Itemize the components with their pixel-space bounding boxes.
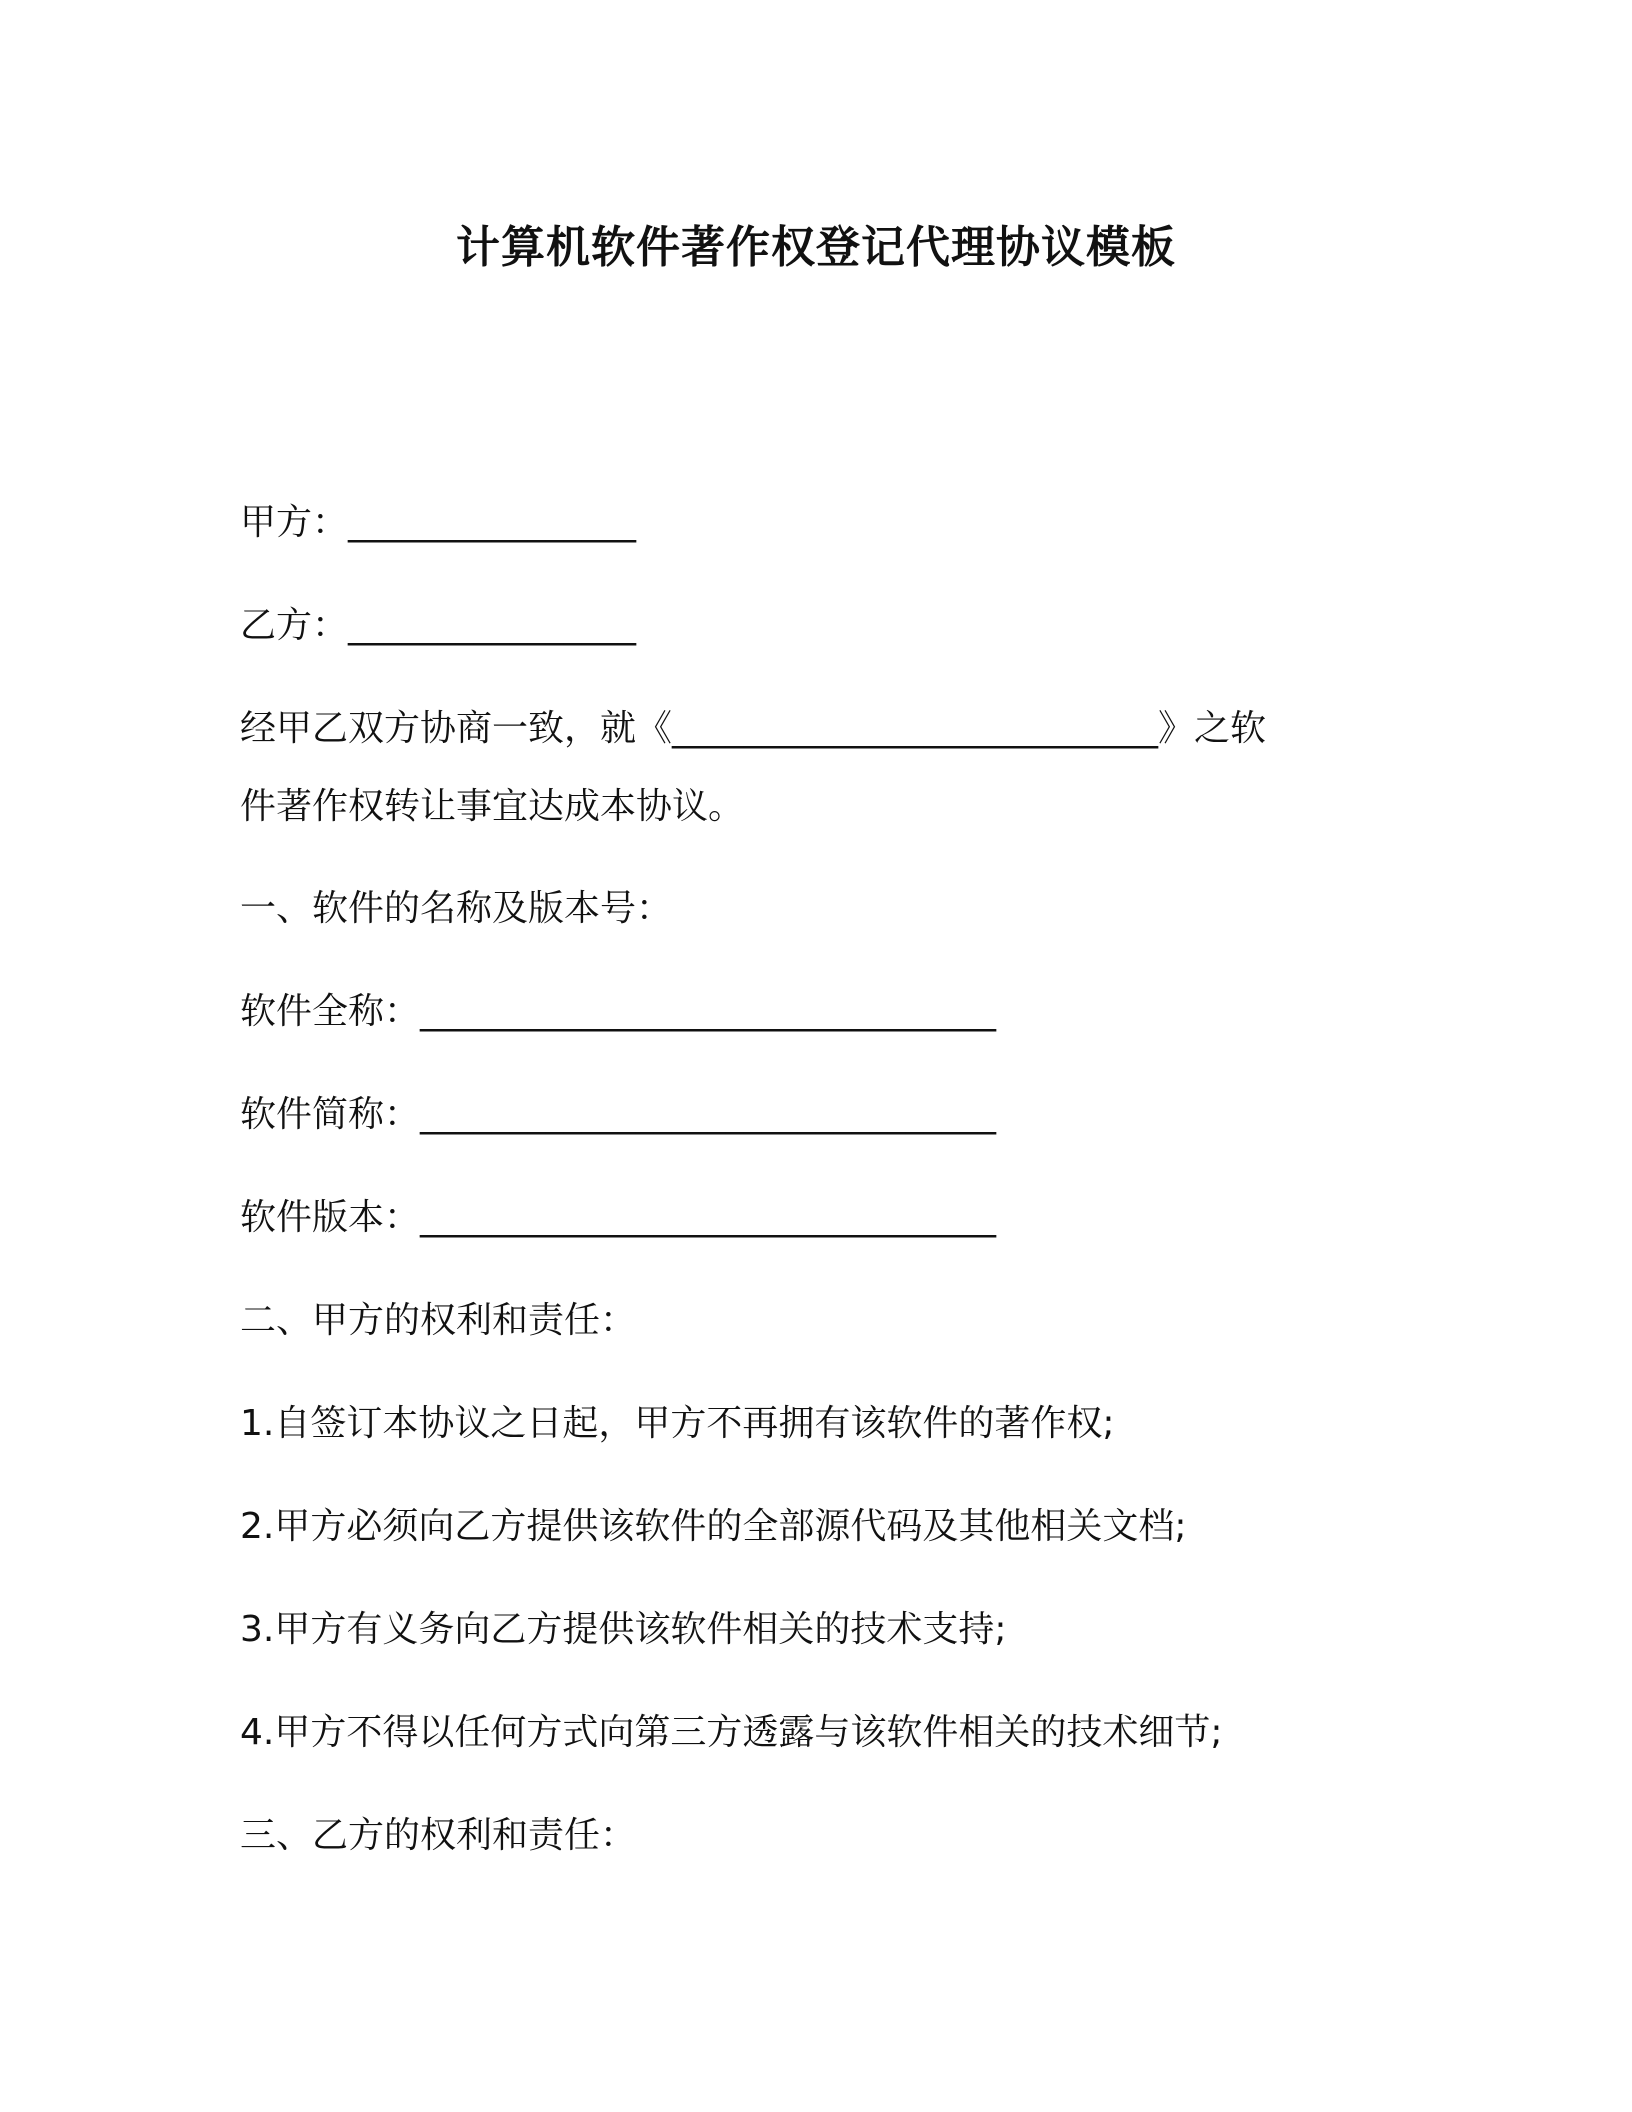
clause-2-4: 4.甲方不得以任何方式向第三方透露与该软件相关的技术细节; bbox=[240, 1712, 1223, 1753]
software-full-name-line: 软件全称：________________________________ bbox=[240, 991, 997, 1032]
clause-2-2: 2.甲方必须向乙方提供该软件的全部源代码及其他相关文档; bbox=[240, 1506, 1187, 1547]
software-version-line: 软件版本：________________________________ bbox=[240, 1197, 997, 1238]
section-3-heading: 三、乙方的权利和责任： bbox=[240, 1815, 637, 1856]
section-1-heading: 一、软件的名称及版本号： bbox=[240, 888, 673, 929]
party-b-line: 乙方：________________ bbox=[240, 605, 637, 646]
party-a-line: 甲方：________________ bbox=[240, 502, 637, 543]
clause-2-3: 3.甲方有义务向乙方提供该软件相关的技术支持; bbox=[240, 1609, 1007, 1650]
intro-paragraph-line-2: 件著作权转让事宜达成本协议。 bbox=[240, 786, 745, 827]
intro-paragraph-line-1: 经甲乙双方协商一致，就《___________________________》之软 bbox=[240, 708, 1267, 749]
software-short-name-line: 软件简称：________________________________ bbox=[240, 1094, 997, 1135]
clause-2-1: 1.自签订本协议之日起，甲方不再拥有该软件的著作权; bbox=[240, 1403, 1115, 1444]
section-2-heading: 二、甲方的权利和责任： bbox=[240, 1300, 637, 1341]
document-title: 计算机软件著作权登记代理协议模板 bbox=[456, 222, 1176, 273]
